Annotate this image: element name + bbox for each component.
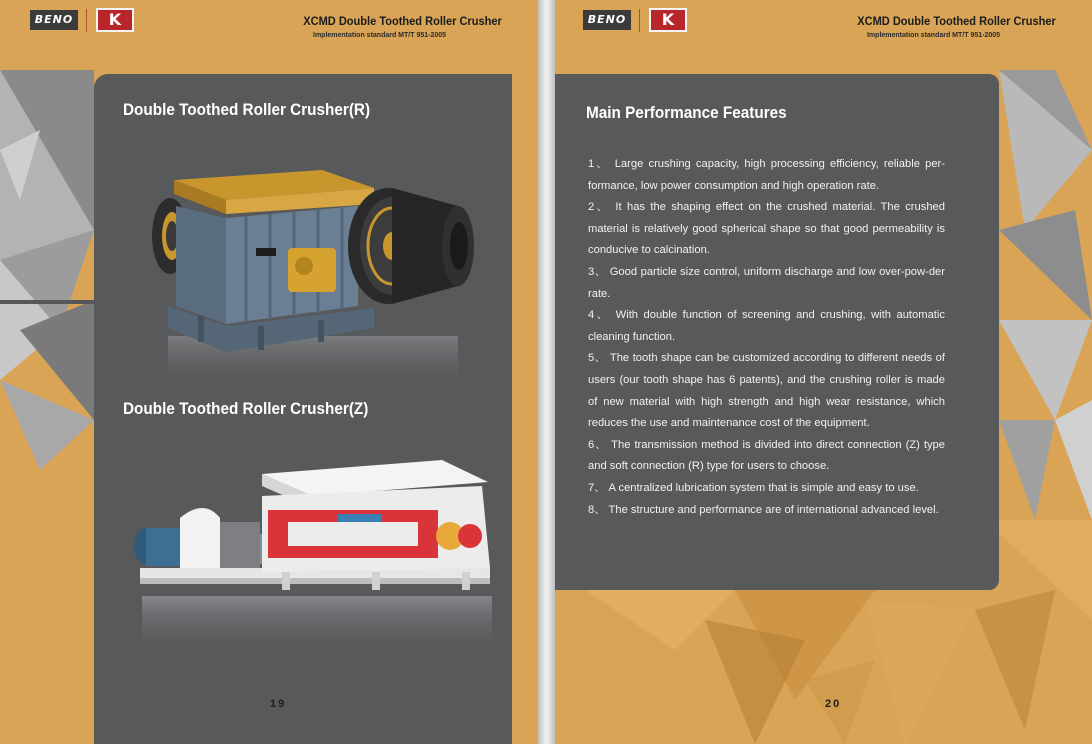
heading-crusher-r: Double Toothed Roller Crusher(R) bbox=[123, 100, 371, 119]
beno-logo: BENO bbox=[583, 10, 631, 30]
page-header bbox=[555, 0, 1092, 44]
page-header bbox=[0, 0, 538, 44]
logo-divider bbox=[86, 9, 87, 32]
page-gutter bbox=[538, 0, 555, 744]
page-20 bbox=[555, 0, 1092, 744]
feature-item: 5、 The tooth shape can be customized according to different needs of users (our tooth shape has 6 patents), and the crushing roller is made of new material with high strength and high wear resistance, which reduces the use and maintenance cost of the equipment. bbox=[588, 352, 945, 430]
logo-divider bbox=[639, 9, 640, 32]
page-number: 20 bbox=[825, 698, 842, 710]
standard-note: Implementation standard MT/T 951-2005 bbox=[313, 32, 447, 39]
feature-item: 6、 The transmission method is divided into direct connection (Z) type and soft connection (R) type for users to choose. bbox=[588, 438, 945, 473]
heading-crusher-z: Double Toothed Roller Crusher(Z) bbox=[123, 399, 369, 418]
page-number: 19 bbox=[270, 698, 287, 710]
feature-item: 2、 It has the shaping effect on the crushed material. The crushed material is relatively good spherical shape so that good permeability is conducive to calcination. bbox=[588, 201, 945, 257]
features-list bbox=[588, 154, 945, 521]
feature-item: 4、 With double function of screening and crushing, with automatic cleaning function. bbox=[588, 309, 945, 343]
page-19 bbox=[0, 0, 538, 744]
product-panel bbox=[94, 74, 512, 744]
features-panel bbox=[555, 74, 999, 590]
feature-item: 1、 Large crushing capacity, high processing efficiency, reliable per-formance, low power consumption and high operation rate. bbox=[588, 158, 945, 192]
document-title: XCMD Double Toothed Roller Crusher bbox=[857, 14, 1056, 28]
beno-logo: BENO bbox=[30, 10, 78, 30]
feature-item: 3、 Good particle size control, uniform discharge and low over-pow-der rate. bbox=[588, 265, 945, 300]
crusher-r-image bbox=[138, 166, 478, 396]
crusher-z-image bbox=[132, 456, 502, 656]
ko-logo: K bbox=[96, 8, 134, 32]
feature-item: 8、 The structure and performance are of international advanced level. bbox=[588, 503, 939, 516]
side-band bbox=[0, 300, 94, 304]
ko-logo: K bbox=[649, 8, 687, 32]
feature-item: 7、 A centralized lubrication system that is simple and easy to use. bbox=[588, 481, 919, 494]
standard-note: Implementation standard MT/T 951-2005 bbox=[867, 32, 1001, 39]
features-heading: Main Performance Features bbox=[586, 103, 787, 122]
document-title: XCMD Double Toothed Roller Crusher bbox=[303, 14, 502, 28]
